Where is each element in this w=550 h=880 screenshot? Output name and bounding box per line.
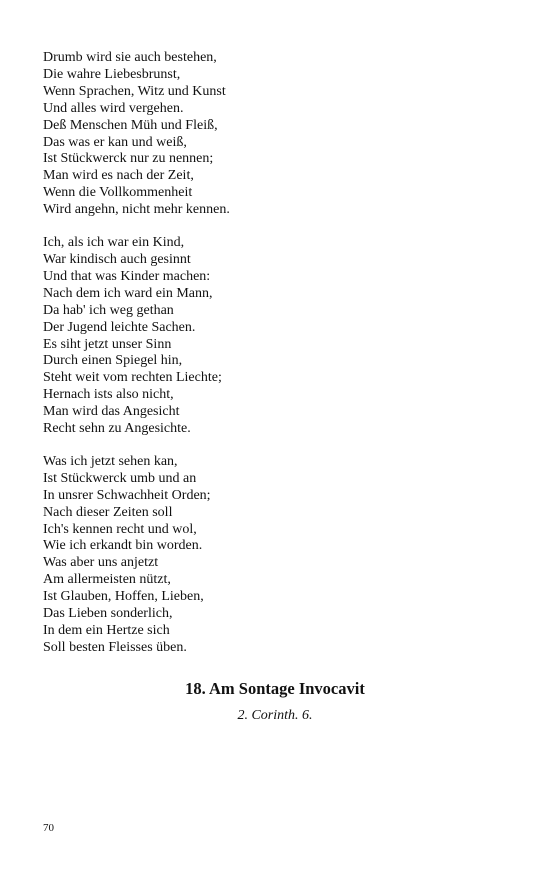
poem-line: Ich's kennen recht und wol, [43, 521, 197, 537]
poem-text [43, 50, 513, 673]
poem-line: Ich, als ich war ein Kind, [43, 235, 185, 251]
page-number: 70 [43, 822, 54, 834]
poem-line: Und alles wird vergehen. [43, 100, 184, 116]
stanza-3 [43, 454, 513, 657]
poem-line: Was ich jetzt sehen kan, [43, 453, 178, 469]
poem-line: Die wahre Liebesbrunst, [43, 66, 181, 82]
poem-line: Und that was Kinder machen: [43, 268, 211, 284]
poem-line: Wenn Sprachen, Witz und Kunst [43, 83, 226, 99]
poem-line: In dem ein Hertze sich [43, 623, 170, 638]
section-subheading: 2. Corinth. 6. [237, 708, 313, 723]
poem-line: Da hab' ich weg gethan [43, 302, 174, 318]
poem-line: Das Lieben sonderlich, [43, 606, 173, 622]
poem-line: Man wird es nach der Zeit, [43, 168, 194, 184]
poem-line: Drumb wird sie auch bestehen, [43, 50, 217, 65]
poem-line: Recht sehn zu Angesichte. [43, 421, 191, 437]
poem-line: Durch einen Spiegel hin, [43, 353, 183, 369]
poem-line: Das was er kan und weiß, [43, 134, 187, 150]
poem-line: Was aber uns anjetzt [43, 555, 159, 571]
poem-line: Wenn die Vollkommenheit [43, 185, 193, 201]
poem-line: Ist Glauben, Hoffen, Lieben, [43, 589, 204, 605]
poem-line: Wie ich erkandt bin worden. [43, 538, 203, 554]
poem-line: Am allermeisten nützt, [43, 572, 171, 588]
poem-line: War kindisch auch gesinnt [43, 251, 191, 267]
poem-line: Ist Stückwerck nur zu nennen; [43, 151, 214, 167]
poem-line: Nach dieser Zeiten soll [43, 504, 173, 520]
section-heading: 18. Am Sontage Invocavit [185, 679, 365, 698]
stanza-2 [43, 235, 513, 438]
poem-line: Hernach ists also nicht, [43, 387, 174, 403]
poem-line: Ist Stückwerck umb und an [43, 470, 197, 486]
stanza-1 [43, 50, 513, 219]
poem-line: Steht weit vom rechten Liechte; [43, 370, 222, 386]
poem-line: Es siht jetzt unser Sinn [43, 336, 172, 352]
poem-line: Nach dem ich ward ein Mann, [43, 285, 213, 301]
poem-line: Deß Menschen Müh und Fleiß, [43, 117, 218, 133]
poem-line: Der Jugend leichte Sachen. [43, 319, 196, 335]
poem-line: In unsrer Schwachheit Orden; [43, 487, 211, 503]
poem-line: Wird angehn, nicht mehr kennen. [43, 202, 230, 218]
poem-line: Soll besten Fleisses üben. [43, 639, 187, 655]
poem-line: Man wird das Angesicht [43, 404, 180, 420]
